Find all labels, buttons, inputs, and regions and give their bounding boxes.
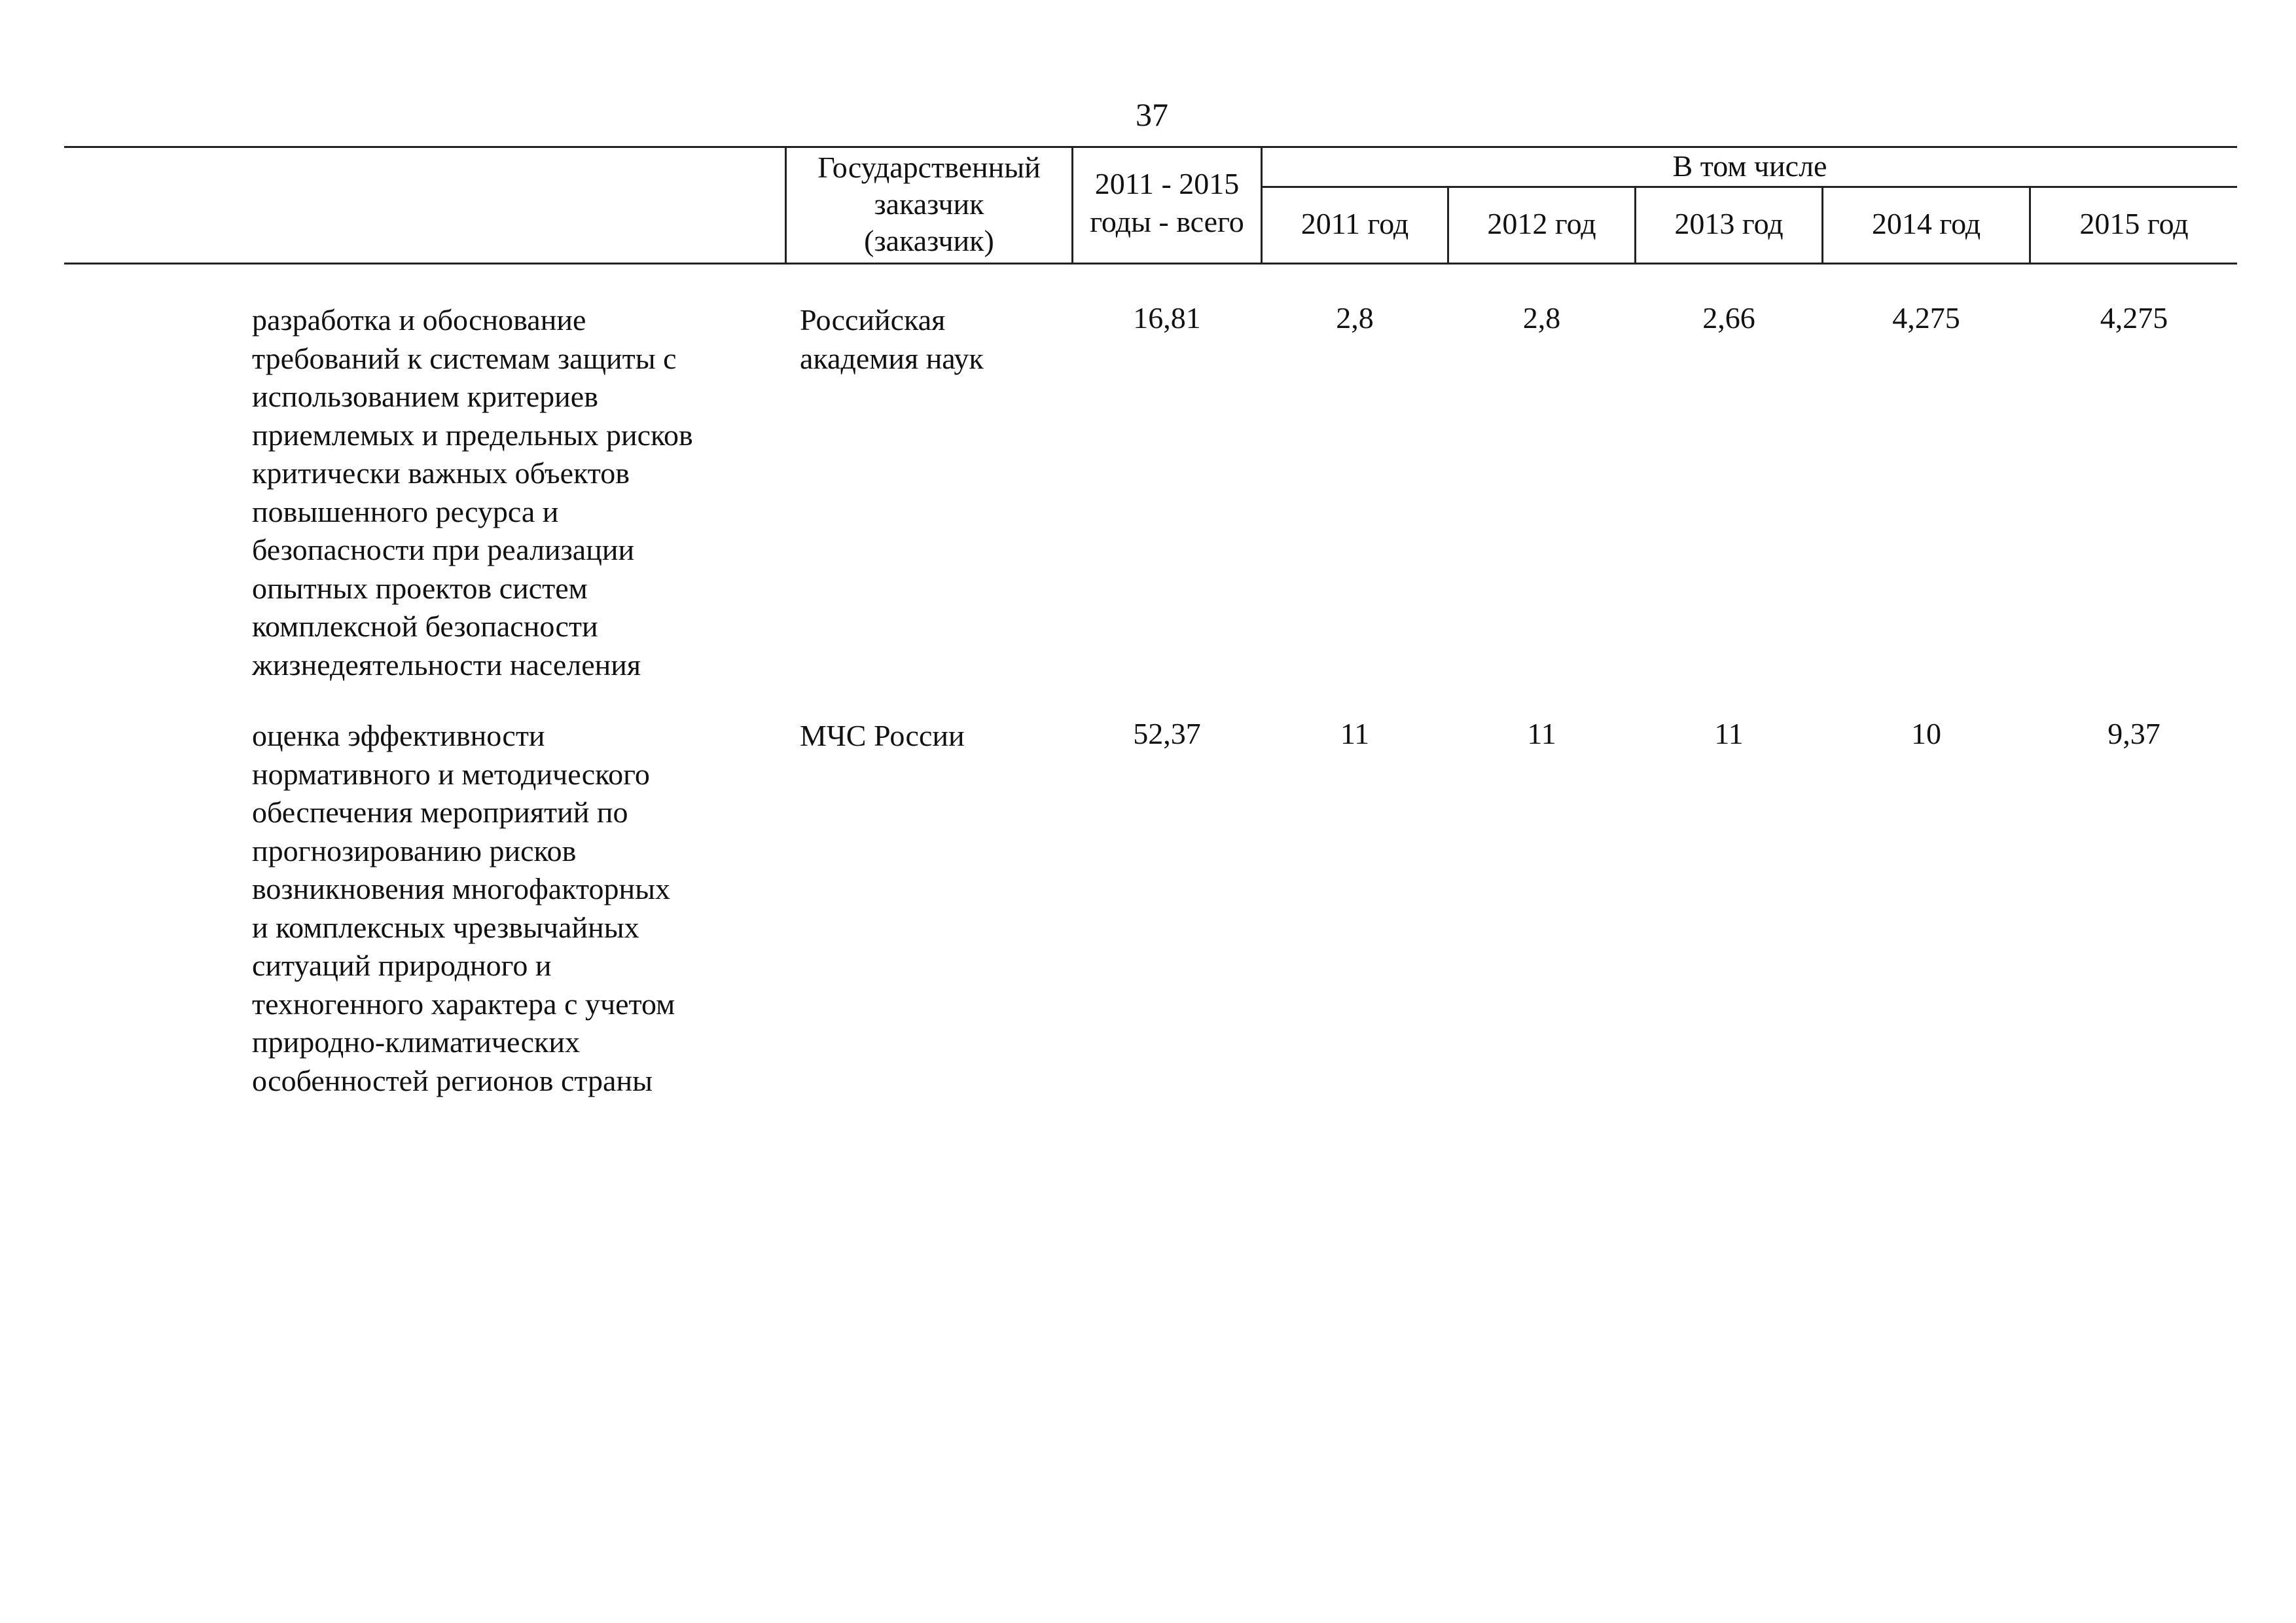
row-2-value-2011: 11 [1340, 717, 1370, 750]
row-1-customer: Российская академия наук [800, 303, 984, 375]
row-1-value-2015: 4,275 [2100, 301, 2168, 335]
header-total: 2011 - 2015 годы - всего [1090, 167, 1244, 238]
header-year-2014: 2014 год [1871, 207, 1981, 240]
row-1-description: разработка и обоснование требований к системам защиты с использованием критериев приемлемых и предельных рисков критически важных объектов повышенного ресурса и безопасности при реализации опытных проектов систем комплексной безопасности жизнедеятельности населения [252, 303, 693, 682]
row-1-value-2014: 4,275 [1892, 301, 1960, 335]
row-1-total: 16,81 [1133, 301, 1201, 335]
header-bottom-rule [64, 263, 2237, 264]
row-2-value-2014: 10 [1911, 717, 1941, 750]
header-year-2013: 2013 год [1674, 207, 1784, 240]
header-year-2011: 2011 год [1300, 207, 1409, 240]
row-2-value-2012: 11 [1527, 717, 1556, 750]
row-2-value-2013: 11 [1714, 717, 1744, 750]
row-1-value-2013: 2,66 [1702, 301, 1755, 335]
row-1-value-2011: 2,8 [1336, 301, 1374, 335]
header-year-2012: 2012 год [1487, 207, 1596, 240]
row-2-total: 52,37 [1133, 717, 1201, 750]
header-customer: Государственный заказчик (заказчик) [817, 151, 1041, 257]
row-2-value-2015: 9,37 [2108, 717, 2161, 750]
row-2-description: оценка эффективности нормативного и методического обеспечения мероприятий по прогнозированию рисков возникновения многофакторных и комплексных чрезвычайных ситуаций природного и техногенного характера с учетом природно-климатических особенностей регионов страны [252, 719, 675, 1097]
header-including: В том числе [1672, 149, 1827, 183]
page-number: 37 [1136, 96, 1168, 133]
header-year-2015: 2015 год [2079, 207, 2189, 240]
row-1-value-2012: 2,8 [1522, 301, 1561, 335]
row-2-customer: МЧС России [800, 719, 965, 752]
years-subheader-rule [1262, 186, 2237, 188]
